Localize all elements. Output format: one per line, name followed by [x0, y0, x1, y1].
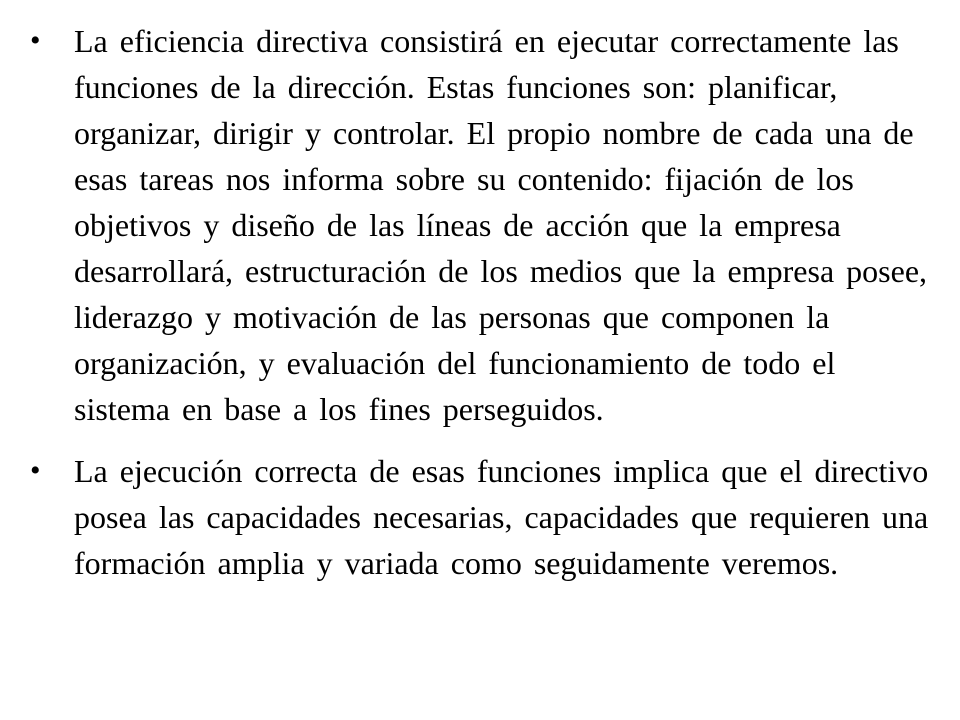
bullet-text-efficiency: La eficiencia directiva consistirá en ejecutar correctamente las funciones de la dirección. Estas funciones son: planificar, organizar, dirigir y controlar. El propio nombre de cada una de esas tareas nos informa sobre su contenido: fijación de los objetivos y diseño de las líneas de acción que la empresa desarrollará, estructuración de los medios que la empresa posee, liderazgo y motivación de las personas que componen la organización, y evaluación del funcionamiento de todo el sistema en base a los fines perseguidos.: [74, 23, 928, 427]
bullet-text-execution: La ejecución correcta de esas funciones implica que el directivo posea las capacidades necesarias, capacidades que requieren una formación amplia y variada como seguidamente veremos.: [74, 453, 929, 581]
bullet-marker: •: [30, 454, 41, 487]
bullet-list: [30, 18, 940, 586]
bullet-item-efficiency: [30, 18, 940, 432]
bullet-marker: •: [30, 24, 41, 57]
bullet-item-execution: [30, 448, 940, 586]
